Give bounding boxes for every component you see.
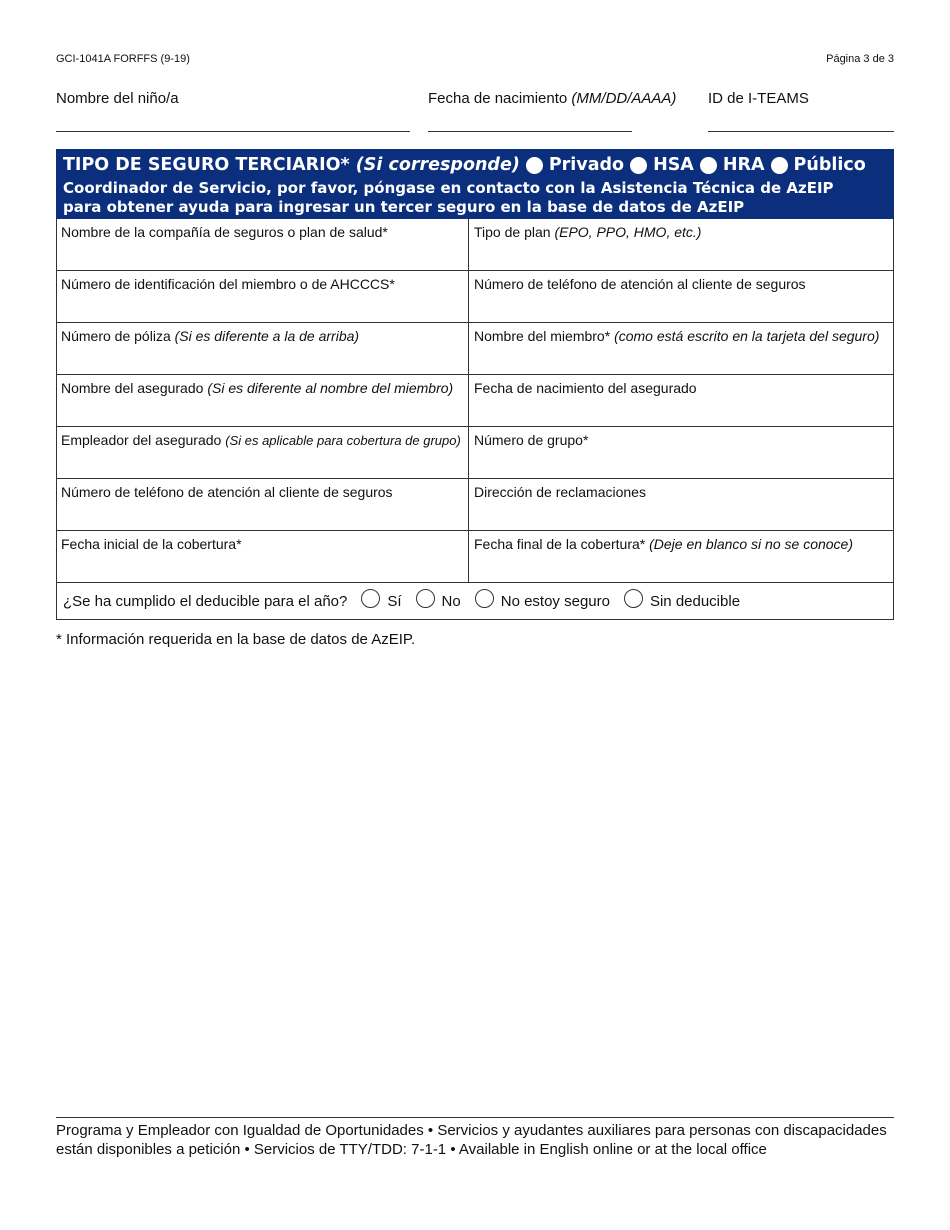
deductible-none-label: Sin deducible: [649, 592, 741, 610]
customer-service-phone-field-2[interactable]: [57, 479, 469, 530]
table-row: [57, 219, 893, 271]
table-row: [57, 323, 893, 375]
deductible-unsure-label: No estoy seguro: [500, 592, 610, 610]
deductible-row: [57, 583, 893, 619]
banner-instructions: [63, 179, 834, 217]
insurance-company-field[interactable]: [57, 219, 469, 270]
required-note: * Información requerida en la base de datos de AzEIP.: [56, 631, 416, 648]
banner-title-note: (Si corresponde): [355, 155, 520, 175]
field-note: (Si es aplicable para cobertura de grupo): [225, 433, 461, 448]
field-note: (EPO, PPO, HMO, etc.): [554, 224, 702, 240]
page-number: Página 3 de 3: [826, 53, 894, 65]
footer-divider: [56, 1117, 894, 1118]
field-label: Número de identificación del miembro o de AHCCCS*: [61, 276, 395, 292]
field-label: Fecha de nacimiento del asegurado: [474, 380, 697, 396]
child-name-input[interactable]: [56, 131, 410, 132]
field-label: Nombre del miembro*: [474, 328, 611, 344]
dob-format: (MM/DD/AAAA): [571, 90, 677, 107]
radio-privado[interactable]: [526, 157, 543, 174]
dob-label-text: Fecha de nacimiento: [428, 90, 568, 107]
table-row: [57, 271, 893, 323]
member-name-field[interactable]: [469, 323, 894, 374]
field-label: Empleador del asegurado: [61, 432, 222, 448]
deductible-question: ¿Se ha cumplido el deducible para el año?: [63, 592, 348, 610]
field-label: Número de teléfono de atención al cliente de seguros: [474, 276, 806, 292]
table-row: [57, 479, 893, 531]
deductible-si-label: Sí: [387, 592, 402, 610]
field-label: Número de grupo*: [474, 432, 589, 448]
field-label: Dirección de reclamaciones: [474, 484, 646, 500]
field-note: (como está escrito en la tarjeta del seguro): [614, 328, 880, 344]
iteams-label: ID de I-TEAMS: [708, 90, 809, 107]
banner-line-3: para obtener ayuda para ingresar un tercer seguro en la base de datos de AzEIP: [63, 198, 745, 216]
radio-deductible-no[interactable]: [416, 589, 435, 608]
form-id: GCI-1041A FORFFS (9-19): [56, 53, 190, 65]
banner-title-row: [63, 155, 866, 175]
insurance-type-banner: [56, 149, 894, 219]
radio-deductible-si[interactable]: [361, 589, 380, 608]
radio-deductible-none[interactable]: [624, 589, 643, 608]
field-label: Número de teléfono de atención al cliente de seguros: [61, 484, 393, 500]
child-name-label: Nombre del niño/a: [56, 90, 179, 107]
field-label: Tipo de plan: [474, 224, 551, 240]
field-label: Número de póliza: [61, 328, 171, 344]
field-label: Fecha inicial de la cobertura*: [61, 536, 242, 552]
field-label: Nombre del asegurado: [61, 380, 204, 396]
option-privado-label: Privado: [548, 155, 625, 175]
group-number-field[interactable]: [469, 427, 894, 478]
option-hra-label: HRA: [722, 155, 765, 175]
radio-hra[interactable]: [700, 157, 717, 174]
insured-employer-field[interactable]: [57, 427, 469, 478]
insured-name-field[interactable]: [57, 375, 469, 426]
radio-hsa[interactable]: [630, 157, 647, 174]
field-label: Nombre de la compañía de seguros o plan de salud*: [61, 224, 388, 240]
field-label: Fecha final de la cobertura*: [474, 536, 646, 552]
deductible-no-label: No: [441, 592, 461, 610]
customer-service-phone-field[interactable]: [469, 271, 894, 322]
policy-number-field[interactable]: [57, 323, 469, 374]
field-note: (Si es diferente a la de arriba): [174, 328, 360, 344]
banner-line-2: Coordinador de Servicio, por favor, póngase en contacto con la Asistencia Técnica de AzEIP: [63, 179, 834, 197]
option-publico-label: Público: [793, 155, 866, 175]
field-note: (Si es diferente al nombre del miembro): [207, 380, 454, 396]
banner-title: TIPO DE SEGURO TERCIARIO*: [63, 155, 350, 175]
radio-deductible-unsure[interactable]: [475, 589, 494, 608]
option-hsa-label: HSA: [653, 155, 694, 175]
table-row: [57, 375, 893, 427]
radio-publico[interactable]: [771, 157, 788, 174]
insurance-details-table: [56, 219, 894, 620]
iteams-input[interactable]: [708, 131, 894, 132]
member-id-field[interactable]: [57, 271, 469, 322]
insured-dob-field[interactable]: [469, 375, 894, 426]
dob-label: [428, 90, 676, 107]
field-note: (Deje en blanco si no se conoce): [649, 536, 854, 552]
footer-text: Programa y Empleador con Igualdad de Oportunidades • Servicios y ayudantes auxiliares para personas con discapacidades están disponibles a petición • Servicios de TTY/TDD: 7-1-1 • Available in English online or at the local office: [56, 1122, 887, 1158]
coverage-start-field[interactable]: [57, 531, 469, 582]
table-row: [57, 531, 893, 583]
claims-address-field[interactable]: [469, 479, 894, 530]
table-row: [57, 427, 893, 479]
dob-input[interactable]: [428, 131, 632, 132]
plan-type-field[interactable]: [469, 219, 894, 270]
coverage-end-field[interactable]: [469, 531, 894, 582]
